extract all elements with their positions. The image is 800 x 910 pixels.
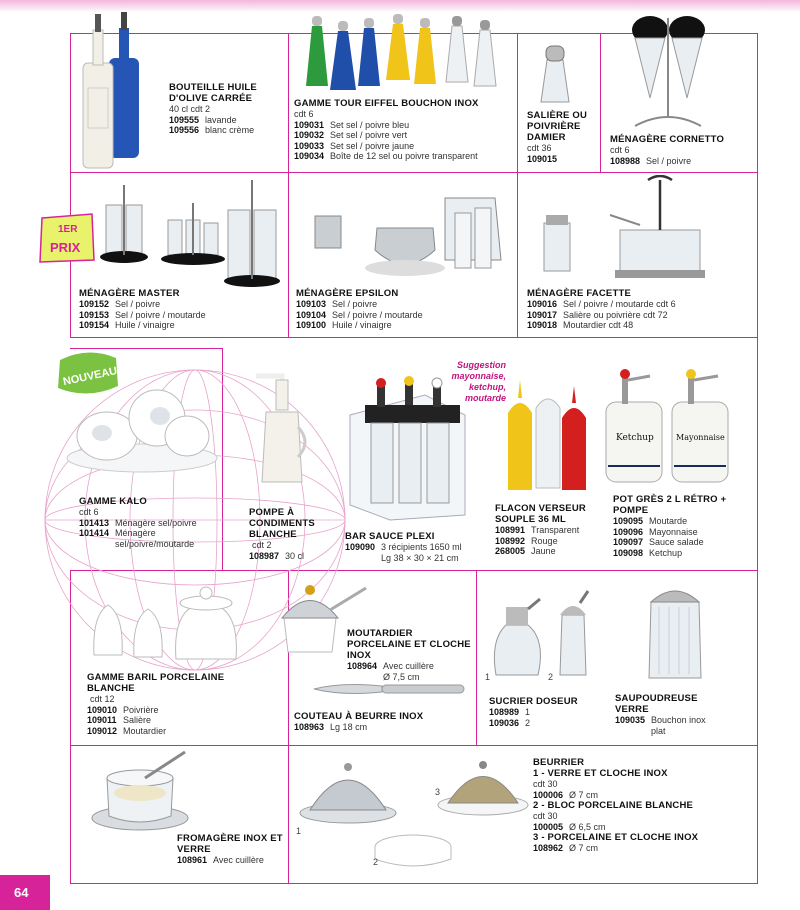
desc: 3 récipients 1650 ml xyxy=(381,542,462,552)
desc: 1 xyxy=(525,707,531,717)
code: 109015 xyxy=(527,153,558,164)
code: 109031 xyxy=(294,119,325,130)
bouteille-huile-image xyxy=(75,8,165,170)
beurrier-row-3 xyxy=(533,843,598,854)
code: 109035 xyxy=(615,715,646,725)
beurrier-variant-1: 1 - VERRE ET CLOCHE INOX xyxy=(533,768,668,779)
desc: Rouge xyxy=(531,535,558,546)
code: 100005 xyxy=(533,821,564,832)
code: 101414 xyxy=(79,528,110,538)
desc: Moutardier xyxy=(123,725,167,736)
frame-line xyxy=(476,570,477,746)
nouveau-text: NOUVEAU xyxy=(61,365,119,389)
beurrier-image xyxy=(298,755,530,873)
menagere-cornetto-image xyxy=(615,8,720,132)
desc: Sel / poivre xyxy=(115,299,161,309)
cornetto-title: MÉNAGÈRE CORNETTO xyxy=(610,134,725,145)
code: 109010 xyxy=(87,704,118,715)
code: 109033 xyxy=(294,140,325,151)
desc: Transparent xyxy=(531,525,580,535)
pompe-sub: cdt 2 xyxy=(252,540,272,550)
frame-line xyxy=(70,172,758,173)
code: 268005 xyxy=(495,546,526,556)
page-number: 64 xyxy=(14,885,29,900)
pot-gres-image xyxy=(600,366,740,488)
kalo-title: GAMME KALO xyxy=(79,496,147,507)
beurrier-sub-1: cdt 30 xyxy=(533,779,558,789)
moutardier-title: MOUTARDIER PORCELAINE ET CLOCHE INOX xyxy=(347,628,471,661)
code: 109034 xyxy=(294,151,325,161)
premier-prix-bottom: PRIX xyxy=(50,240,81,255)
cornetto-sub: cdt 6 xyxy=(610,145,630,155)
fromagere-title: FROMAGÈRE INOX ET VERRE xyxy=(177,833,283,855)
frame-line xyxy=(70,337,758,338)
beurrier-callout-3: 3 xyxy=(435,787,441,797)
frame-line xyxy=(600,33,601,173)
code: 109098 xyxy=(613,547,644,558)
desc: Bouchon inox plat xyxy=(651,715,706,736)
frame-line xyxy=(70,745,758,746)
code xyxy=(345,553,381,564)
menagere-epsilon-image xyxy=(305,178,510,286)
beurrier-row-1 xyxy=(533,790,598,801)
code: 108964 xyxy=(347,661,378,671)
code: 109097 xyxy=(613,537,644,547)
tour-eiffel-image xyxy=(298,6,503,94)
frame-line xyxy=(517,33,518,338)
desc: Boîte de 12 sel ou poivre transparent xyxy=(330,151,478,161)
code: 108987 xyxy=(249,550,280,561)
epsilon-title: MÉNAGÈRE EPSILON xyxy=(296,288,399,299)
frame-line xyxy=(70,883,758,884)
bouteille-title: BOUTEILLE HUILE D'OLIVE CARRÉE xyxy=(169,82,257,104)
code: 109011 xyxy=(87,715,117,725)
facette-title: MÉNAGÈRE FACETTE xyxy=(527,288,632,299)
sucrier-callout-2: 2 xyxy=(548,672,554,682)
pompe-condiments-image xyxy=(252,372,312,490)
code: 109018 xyxy=(527,320,558,330)
pompe-title: POMPE À CONDIMENTS BLANCHE xyxy=(249,507,315,540)
desc: Sel / poivre xyxy=(332,299,378,309)
desc: Ø 6,5 cm xyxy=(569,821,606,832)
master-rows xyxy=(79,299,206,331)
fromagere-image xyxy=(85,748,195,838)
code: 108991 xyxy=(495,525,526,535)
saupoudreuse-image xyxy=(645,582,705,682)
desc: Sel / poivre xyxy=(646,155,692,166)
beurrier-callout-2: 2 xyxy=(373,857,379,867)
desc: Set sel / poivre jaune xyxy=(330,140,415,151)
couteau-image xyxy=(312,680,467,698)
code: 109096 xyxy=(613,526,644,537)
baril-sub: cdt 12 xyxy=(90,694,115,704)
code: 108963 xyxy=(294,722,325,732)
code: 101413 xyxy=(79,517,110,528)
code: 108989 xyxy=(489,707,520,717)
code: 109154 xyxy=(79,320,110,330)
code: 109556 xyxy=(169,125,200,135)
couteau-title: COUTEAU À BEURRE INOX xyxy=(294,711,424,722)
desc: Ø 7,5 cm xyxy=(383,671,420,682)
damier-sub: cdt 36 xyxy=(527,143,552,153)
beurrier-variant-3: 3 - PORCELAINE ET CLOCHE INOX xyxy=(533,832,699,843)
code: 109012 xyxy=(87,725,118,736)
code: 108961 xyxy=(177,855,208,865)
code: 109100 xyxy=(296,320,327,330)
plexi-rows xyxy=(345,542,462,563)
saupoudreuse-rows xyxy=(615,715,713,736)
sucrier-callout-1: 1 xyxy=(485,672,491,682)
baril-title: GAMME BARIL PORCELAINE BLANCHE xyxy=(87,672,225,694)
desc: Set sel / poivre bleu xyxy=(330,119,410,130)
desc: Mayonnaise xyxy=(649,526,698,537)
desc: Huile / vinaigre xyxy=(115,320,175,330)
code: 109153 xyxy=(79,309,110,320)
moutardier-rows xyxy=(347,661,434,682)
desc: 2 xyxy=(525,717,531,728)
saupoudreuse-title: SAUPOUDREUSE VERRE xyxy=(615,693,698,715)
desc: Ketchup xyxy=(649,547,683,558)
beurrier-callout-1: 1 xyxy=(296,826,302,836)
desc: Ø 7 cm xyxy=(569,789,599,800)
premier-prix-badge xyxy=(36,210,98,266)
code: 109090 xyxy=(345,542,376,552)
bouteille-rows xyxy=(169,115,254,136)
pompe-rows xyxy=(249,551,304,562)
beurrier-sub-2: cdt 30 xyxy=(533,811,558,821)
baril-rows xyxy=(87,705,166,737)
mayonnaise-label: Mayonnaise xyxy=(676,433,725,442)
frame-line xyxy=(757,33,758,883)
desc: Poivrière xyxy=(123,704,159,715)
menagere-master-image xyxy=(98,175,283,290)
cornetto-rows xyxy=(610,156,691,167)
code: 109104 xyxy=(296,309,327,320)
ketchup-label: Ketchup xyxy=(616,433,654,443)
bouteille-sub: 40 cl cdt 2 xyxy=(169,104,211,114)
desc: Set sel / poivre vert xyxy=(330,130,408,140)
desc: Sauce salade xyxy=(649,537,704,547)
desc: Lg 18 cm xyxy=(330,722,368,732)
code: 109017 xyxy=(527,309,558,320)
frame-line xyxy=(288,33,289,338)
code: 108992 xyxy=(495,535,526,546)
desc: Avec cuillère xyxy=(383,661,434,671)
code: 109103 xyxy=(296,299,327,309)
desc: Salière ou poivrière cdt 72 xyxy=(563,309,668,320)
desc: lavande xyxy=(205,114,237,125)
code: 109095 xyxy=(613,516,644,526)
master-title: MÉNAGÈRE MASTER xyxy=(79,288,180,299)
code: 109032 xyxy=(294,130,325,140)
code: 100006 xyxy=(533,789,564,800)
facette-rows xyxy=(527,299,676,331)
code: 109036 xyxy=(489,717,520,728)
sucrier-title: SUCRIER DOSEUR xyxy=(489,696,578,707)
flacon-verseur-image xyxy=(500,378,600,498)
desc: Ménagère sel/poivre xyxy=(115,517,197,528)
suggestion-text: Suggestion mayonnaise, ketchup, moutarde xyxy=(451,360,506,403)
gamme-kalo-image xyxy=(62,378,222,478)
beurrier-variant-2: 2 - BLOC PORCELAINE BLANCHE xyxy=(533,800,694,811)
desc: Huile / vinaigre xyxy=(332,320,392,330)
desc: Avec cuillère xyxy=(213,855,264,865)
tour-eiffel-rows xyxy=(294,120,478,162)
flacon-rows xyxy=(495,525,579,557)
premier-prix-top: 1ER xyxy=(58,224,78,235)
beurrier-title: BEURRIER xyxy=(533,757,585,768)
desc: Ø 7 cm xyxy=(569,843,599,853)
sucrier-doseur-image xyxy=(488,585,598,685)
desc: Moutardier cdt 48 xyxy=(563,320,634,330)
desc: Jaune xyxy=(531,546,556,556)
desc: blanc crème xyxy=(205,125,255,135)
pot-gres-title: POT GRÈS 2 L RÉTRO + POMPE xyxy=(613,494,727,516)
damier-rows xyxy=(527,154,563,165)
saliere-damier-image xyxy=(535,40,575,105)
desc: Lg 38 × 30 × 21 cm xyxy=(381,552,459,563)
code: 108962 xyxy=(533,843,564,853)
code: 109016 xyxy=(527,299,558,309)
kalo-sub: cdt 6 xyxy=(79,507,99,517)
menagere-facette-image xyxy=(540,175,710,285)
gamme-baril-image xyxy=(88,575,248,665)
desc: Sel / poivre / moutarde xyxy=(115,309,206,320)
tour-eiffel-sub: cdt 6 xyxy=(294,109,314,119)
damier-title: SALIÈRE OU POIVRIÈRE DAMIER xyxy=(527,110,588,143)
sucrier-rows xyxy=(489,707,530,728)
desc: Sel / poivre / moutarde cdt 6 xyxy=(563,299,676,309)
code: 109152 xyxy=(79,299,110,309)
pot-gres-rows xyxy=(613,516,704,558)
desc: 30 cl xyxy=(285,550,305,561)
code xyxy=(347,672,383,683)
tour-eiffel-title: GAMME TOUR EIFFEL BOUCHON INOX xyxy=(294,98,479,109)
code: 109555 xyxy=(169,114,200,125)
epsilon-rows xyxy=(296,299,423,331)
desc: Salière xyxy=(123,715,152,725)
code: 108988 xyxy=(610,155,641,166)
kalo-rows xyxy=(79,518,200,550)
frame-line xyxy=(70,33,71,338)
desc: Ménagère sel/poivre/moutarde xyxy=(115,528,195,549)
flacon-title: FLACON VERSEUR SOUPLE 36 ML xyxy=(495,503,586,525)
desc: Moutarde xyxy=(649,516,688,526)
fromagere-rows xyxy=(177,855,264,866)
beurrier-row-2 xyxy=(533,822,606,833)
plexi-title: BAR SAUCE PLEXI xyxy=(345,531,435,542)
desc: Sel / poivre / moutarde xyxy=(332,309,423,320)
couteau-rows xyxy=(294,722,367,733)
